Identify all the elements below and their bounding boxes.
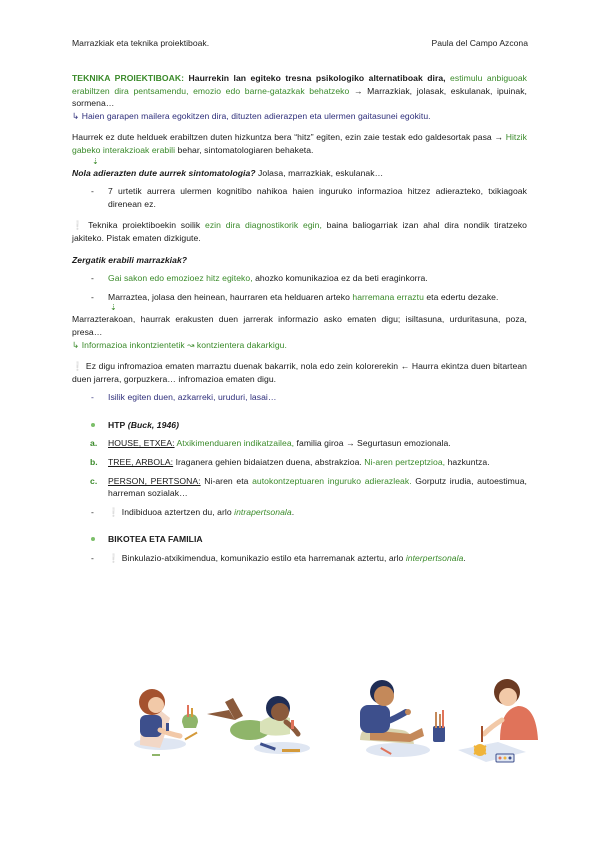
list-item: - Isilik egiten duen, azkarreki, uruduri, lasai… <box>91 392 277 403</box>
bullet-icon <box>91 537 95 541</box>
list-item: - Marraztea, jolasa den heinean, haurraren eta helduaren arteko harremana erraztu eta edertu dezake. <box>91 291 499 302</box>
list-item: - 7 urtetik aurrera ulermen kognitibo nahikoa haien inguruko informazioa hitzez adierazteko, txikiagoak direnean ez. <box>91 186 527 209</box>
paragraph-hizkuntza: Haurrek ez dute helduek erabiltzen duten hizkuntza bera “hitz” egiten, ezin zaie testak edo galdesortak pasa → Hitzik gabeko interakzioak erabili behar, sintomatologiaren behaketa. <box>72 132 527 155</box>
question-zergatik: Zergatik erabili marrazkiak? <box>72 254 188 265</box>
section-label: TEKNIKA PROIEKTIBOAK: <box>72 73 185 83</box>
htp-item-house: a. HOUSE, ETXEA: Atxikimenduaren indikatzailea, familia giroa → Segurtasun emozionala. <box>90 438 451 449</box>
page-header <box>72 38 528 52</box>
down-arrow-icon: ⇣ <box>92 156 99 166</box>
exclamation-icon: ❕ <box>108 553 119 564</box>
paragraph-jarrera: Marrazterakoan, haurrak erakusten duen jarrerak informazio asko ematen digu; isiltasuna, urduritasuna, poza, presa… <box>72 314 527 337</box>
child-girl-lying-icon <box>207 696 310 754</box>
children-drawing-illustration <box>60 650 540 780</box>
document-body <box>72 72 527 565</box>
exclamation-icon: ❕ <box>72 220 86 231</box>
question-sintomatologia: Nola adierazten dute aurrek sintomatologia? Jolasa, marrazkiak, eskulanak… <box>72 167 384 178</box>
note-informazioa: ❕ Ez digu infromazioa ematen marraztu duenak bakarrik, nola edo zein kolorerekin ← Haurra ekintza duen bitartean duen jarrera, gorpuzkera… infromazioa ematen digu. <box>72 361 527 384</box>
child-girl-painting-icon <box>458 679 538 762</box>
child-girl-left-icon <box>134 689 198 756</box>
exclamation-icon: ❕ <box>72 361 83 372</box>
pencil-cup-icon <box>433 710 445 742</box>
htp-item-tree: b. TREE, ARBOLA: Iraganera gehien bidaiatzen duena, abstrakzioa. Ni-aren pertzeptzioa, hazkuntza. <box>90 457 490 468</box>
htp-item-person: c. PERSON, PERTSONA: Ni-aren eta autokontzeptuaren inguruko adierazleak. Gorputz irudia, autoestimua, harreman sozialak… <box>90 475 527 499</box>
bikotea-note: - ❕ Binkulazio-atxikimendua, komunikazio estilo eta harremanak aztertu, arlo interpertsonala. <box>91 553 466 564</box>
note-diagnostikoa: ❕ Teknika proiektiboekin soilik ezin dira diagnostikorik egin, baina baliogarriak izan ahal dira nondik tiratzeko jakiteko. Pistak ematen dizkigute. <box>72 220 527 243</box>
bikotea-heading: BIKOTEA ETA FAMILIA <box>72 533 527 546</box>
list-item: - Gai sakon edo emozioez hitz egiteko, ahozko komunikazioa ez da beti eraginkorra. <box>91 273 428 284</box>
document-title: Marrazkiak eta teknika proiektiboak. <box>72 38 210 48</box>
exclamation-icon: ❕ <box>108 506 119 517</box>
htp-note: - ❕ Indibiduoa aztertzen du, arlo intrapertsonala. <box>91 506 295 517</box>
htp-heading: HTP (Buck, 1946) <box>72 419 527 432</box>
author-name: Paula del Campo Azcona <box>431 38 528 48</box>
bullet-icon <box>91 423 95 427</box>
child-boy-sitting-icon <box>360 680 430 757</box>
down-arrow-icon: ⇣ <box>110 303 117 313</box>
paragraph-jarrera-subpoint: ↳ Informazioa inkontzientetik ↝ kontzientera dakarkigu. <box>72 339 287 350</box>
intro-paragraph: TEKNIKA PROIEKTIBOAK: Haurrekin lan egiteko tresna psikologiko alternatiboak dira, estimulu anbiguoak erabiltzen dira pentsamendu, emozio edo barne-gatazkak behatzeko → Marrazkiak, jolasak, eskulanak, ipuinak, sormena… <box>72 73 527 109</box>
intro-subpoint: ↳ Haien garapen mailera egokitzen dira, dituzten adierazpen eta ulermen gaitasunei egokitu. <box>72 110 431 121</box>
